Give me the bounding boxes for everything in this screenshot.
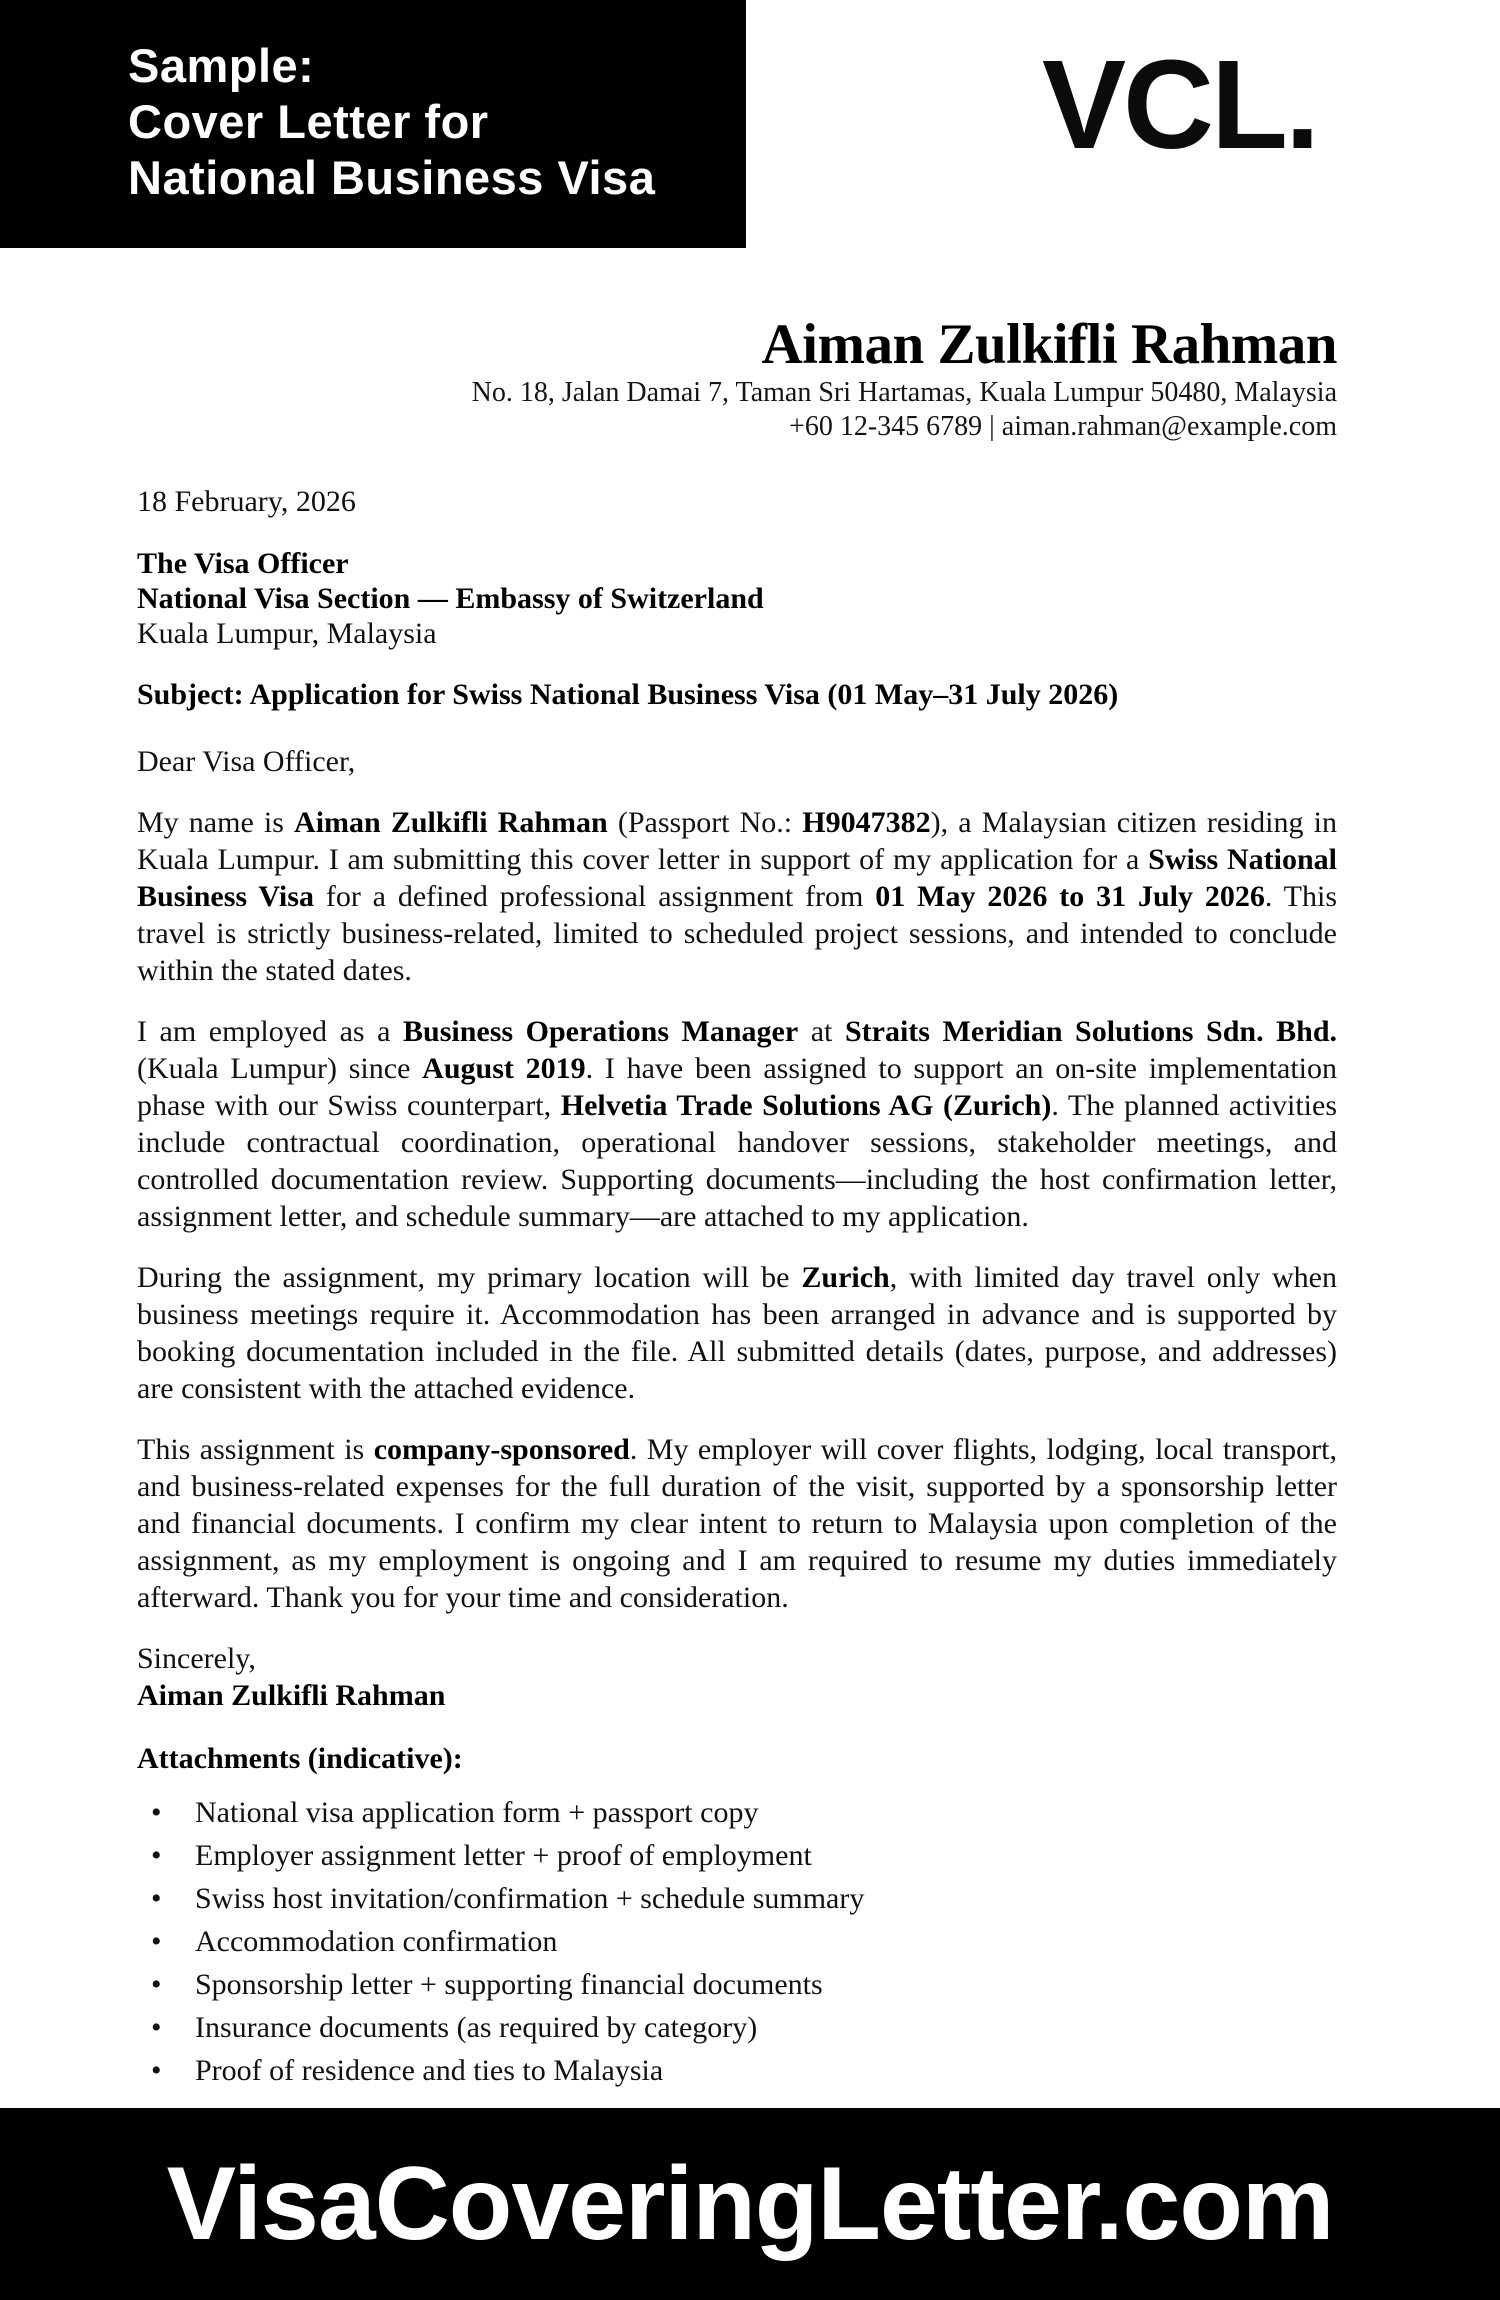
text-run: During the assignment, my primary location will be [137,1261,802,1294]
attachments-list [137,1791,1337,2092]
subject-line: Subject: Application for Swiss National Business Visa (01 May–31 July 2026) [137,678,1119,711]
paragraph-employment [137,1013,1337,1235]
attachment-item: • Insurance documents (as required by category) [137,2006,1337,2049]
footer-banner [0,2108,1500,2300]
recipient-block [137,546,1337,651]
text-run: (Passport No.: [607,806,803,839]
attachment-item: • Proof of residence and ties to Malaysia [137,2049,1337,2092]
attachment-item: • Accommodation confirmation [137,1920,1337,1963]
salutation: Dear Visa Officer, [137,745,356,778]
text-run: I am employed as a [137,1015,404,1048]
text-run: . This travel is strictly business-related, limited to scheduled project sessions, and intended to conclude within the stated dates. [137,880,1338,987]
bold-run: 01 May 2026 to 31 July 2026 [875,880,1265,913]
bold-run: H9047382 [802,806,931,839]
attachment-item: • Sponsorship letter + supporting financial documents [137,1963,1337,2006]
attachments-title: Attachments (indicative): [137,1742,463,1775]
closing: Sincerely, [137,1642,256,1675]
sample-badge-line: Sample: [128,39,315,92]
bold-run: company-sponsored [373,1433,630,1466]
bold-run: Straits Meridian Solutions Sdn. Bhd. [844,1015,1338,1048]
attachment-item: • National visa application form + passport copy [137,1791,1337,1834]
letter-document [137,300,1337,2092]
text-run: . I have been assigned to support an on-site implementation phase with our Swiss counterpart, [137,1052,1337,1122]
attachment-item: • Swiss host invitation/confirmation + schedule summary [137,1877,1337,1920]
sample-badge-line: Cover Letter for [128,95,489,148]
text-run: for a defined professional assignment from [313,880,876,913]
recipient-line: The Visa Officer [137,547,349,580]
bold-run: Helvetia Trade Solutions AG (Zurich) [560,1089,1052,1122]
attachment-item: • Employer assignment letter + proof of employment [137,1834,1337,1877]
bold-run: Swiss National Business Visa [137,843,1337,913]
text-run: . My employer will cover flights, lodging, local transport, and business-related expenses for the full duration of the visit, supported by a sponsorship letter and financial documents. I confirm my clear intent to return to Malaysia upon completion of the assignment, as my employment is ongoing and I am required to resume my duties immediately afterward. Thank you for your time and consideration. [137,1433,1337,1614]
site-name: VisaCoveringLetter.com [166,2145,1334,2262]
paragraph-sponsorship [137,1431,1337,1616]
bold-run: Aiman Zulkifli Rahman [294,806,608,839]
paragraph-accommodation [137,1259,1337,1407]
sample-badge [0,0,746,248]
text-run: ), a Malaysian citizen residing in Kuala Lumpur. I am submitting this cover letter in support of my application for a [137,806,1337,876]
text-run: at [798,1015,845,1048]
text-run: (Kuala Lumpur) since [137,1052,423,1085]
sender-name: Aiman Zulkifli Rahman [761,313,1337,376]
bold-run: Business Operations Manager [403,1015,799,1048]
paragraph-introduction [137,804,1337,989]
sample-badge-line: National Business Visa [128,151,656,204]
vcl-logo: VCL. [1041,34,1317,175]
sender-contact: +60 12-345 6789 | aiman.rahman@example.com [789,411,1337,442]
bold-run: August 2019 [422,1052,586,1085]
text-run: My name is [137,806,295,839]
text-run: This assignment is [137,1433,374,1466]
bold-run: Zurich [801,1261,890,1294]
text-run: , with limited day travel only when business meetings require it. Accommodation has been arranged in advance and is supported by booking documentation included in the file. All submitted details (dates, purpose, and addresses) are consistent with the attached evidence. [137,1261,1337,1405]
sender-address: No. 18, Jalan Damai 7, Taman Sri Hartamas, Kuala Lumpur 50480, Malaysia [471,377,1337,408]
text-run: . The planned activities include contractual coordination, operational handover sessions, stakeholder meetings, and controlled documentation review. Supporting documents—including the host confirmation letter, assignment letter, and schedule summary—are attached to my application. [137,1089,1337,1233]
recipient-line: Kuala Lumpur, Malaysia [137,617,437,650]
letter-date: 18 February, 2026 [137,485,356,518]
recipient-line: National Visa Section — Embassy of Switzerland [137,582,764,615]
signature-name: Aiman Zulkifli Rahman [137,1679,446,1712]
